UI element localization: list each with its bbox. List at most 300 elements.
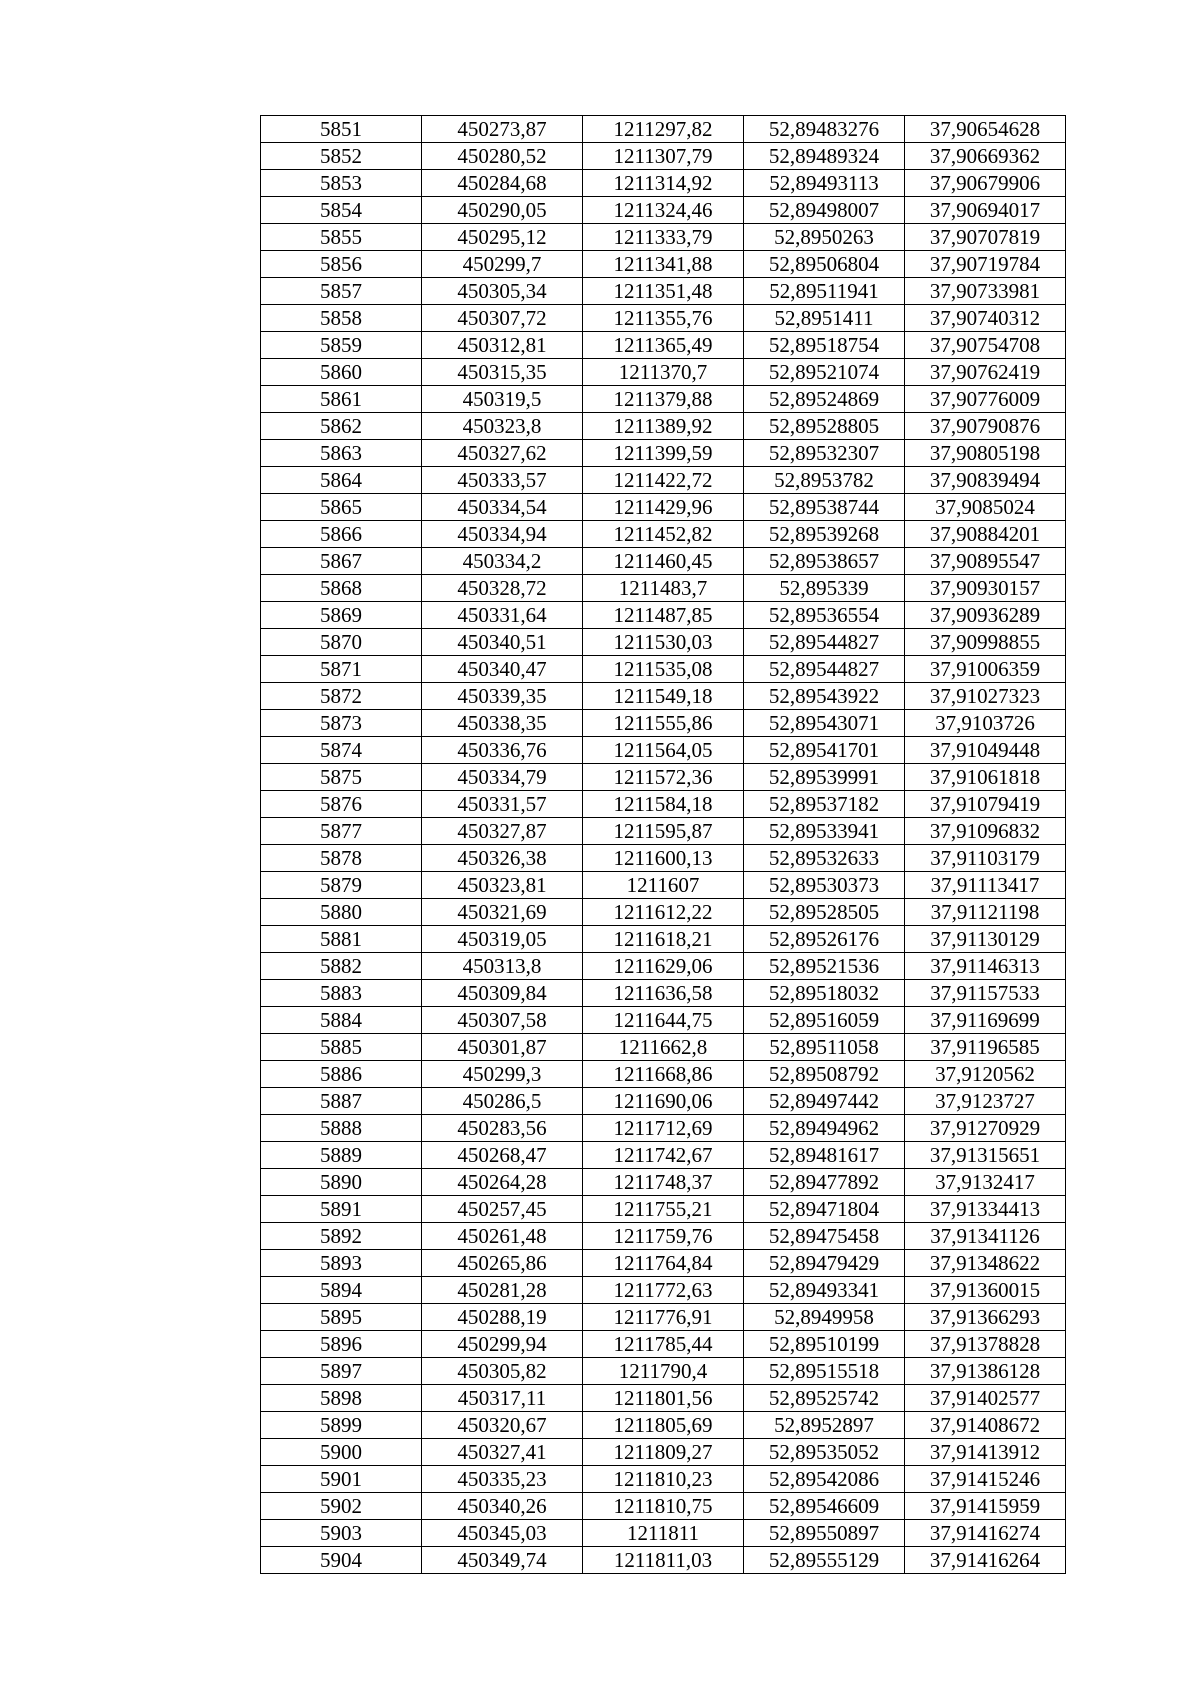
latitude-cell: 52,89475458 xyxy=(744,1223,905,1250)
longitude-cell: 37,91079419 xyxy=(905,791,1066,818)
point-number-cell: 5885 xyxy=(261,1034,422,1061)
x-coordinate-cell: 450315,35 xyxy=(422,359,583,386)
longitude-cell: 37,90669362 xyxy=(905,143,1066,170)
point-number-cell: 5901 xyxy=(261,1466,422,1493)
latitude-cell: 52,89546609 xyxy=(744,1493,905,1520)
x-coordinate-cell: 450331,57 xyxy=(422,791,583,818)
y-coordinate-cell: 1211535,08 xyxy=(583,656,744,683)
latitude-cell: 52,89528505 xyxy=(744,899,905,926)
longitude-cell: 37,9103726 xyxy=(905,710,1066,737)
x-coordinate-cell: 450319,05 xyxy=(422,926,583,953)
x-coordinate-cell: 450280,52 xyxy=(422,143,583,170)
point-number-cell: 5878 xyxy=(261,845,422,872)
table-row xyxy=(261,1061,1066,1088)
table-row xyxy=(261,1304,1066,1331)
longitude-cell: 37,91416274 xyxy=(905,1520,1066,1547)
latitude-cell: 52,89479429 xyxy=(744,1250,905,1277)
y-coordinate-cell: 1211690,06 xyxy=(583,1088,744,1115)
point-number-cell: 5853 xyxy=(261,170,422,197)
table-row xyxy=(261,359,1066,386)
latitude-cell: 52,8953782 xyxy=(744,467,905,494)
x-coordinate-cell: 450281,28 xyxy=(422,1277,583,1304)
point-number-cell: 5870 xyxy=(261,629,422,656)
point-number-cell: 5886 xyxy=(261,1061,422,1088)
latitude-cell: 52,89506804 xyxy=(744,251,905,278)
x-coordinate-cell: 450323,8 xyxy=(422,413,583,440)
x-coordinate-cell: 450305,82 xyxy=(422,1358,583,1385)
point-number-cell: 5860 xyxy=(261,359,422,386)
table-row xyxy=(261,710,1066,737)
y-coordinate-cell: 1211324,46 xyxy=(583,197,744,224)
x-coordinate-cell: 450323,81 xyxy=(422,872,583,899)
latitude-cell: 52,89516059 xyxy=(744,1007,905,1034)
latitude-cell: 52,89555129 xyxy=(744,1547,905,1574)
y-coordinate-cell: 1211460,45 xyxy=(583,548,744,575)
y-coordinate-cell: 1211422,72 xyxy=(583,467,744,494)
y-coordinate-cell: 1211629,06 xyxy=(583,953,744,980)
latitude-cell: 52,89539268 xyxy=(744,521,905,548)
longitude-cell: 37,9120562 xyxy=(905,1061,1066,1088)
point-number-cell: 5883 xyxy=(261,980,422,1007)
table-row xyxy=(261,170,1066,197)
longitude-cell: 37,90776009 xyxy=(905,386,1066,413)
latitude-cell: 52,8952897 xyxy=(744,1412,905,1439)
point-number-cell: 5855 xyxy=(261,224,422,251)
latitude-cell: 52,89535052 xyxy=(744,1439,905,1466)
longitude-cell: 37,91360015 xyxy=(905,1277,1066,1304)
table-row xyxy=(261,1196,1066,1223)
x-coordinate-cell: 450327,41 xyxy=(422,1439,583,1466)
longitude-cell: 37,91413912 xyxy=(905,1439,1066,1466)
x-coordinate-cell: 450290,05 xyxy=(422,197,583,224)
y-coordinate-cell: 1211636,58 xyxy=(583,980,744,1007)
x-coordinate-cell: 450257,45 xyxy=(422,1196,583,1223)
y-coordinate-cell: 1211809,27 xyxy=(583,1439,744,1466)
y-coordinate-cell: 1211742,67 xyxy=(583,1142,744,1169)
longitude-cell: 37,90733981 xyxy=(905,278,1066,305)
table-row xyxy=(261,305,1066,332)
y-coordinate-cell: 1211487,85 xyxy=(583,602,744,629)
point-number-cell: 5864 xyxy=(261,467,422,494)
point-number-cell: 5897 xyxy=(261,1358,422,1385)
y-coordinate-cell: 1211530,03 xyxy=(583,629,744,656)
x-coordinate-cell: 450321,69 xyxy=(422,899,583,926)
y-coordinate-cell: 1211612,22 xyxy=(583,899,744,926)
point-number-cell: 5862 xyxy=(261,413,422,440)
longitude-cell: 37,91408672 xyxy=(905,1412,1066,1439)
y-coordinate-cell: 1211399,59 xyxy=(583,440,744,467)
latitude-cell: 52,89511941 xyxy=(744,278,905,305)
table-row xyxy=(261,143,1066,170)
point-number-cell: 5854 xyxy=(261,197,422,224)
point-number-cell: 5875 xyxy=(261,764,422,791)
x-coordinate-cell: 450301,87 xyxy=(422,1034,583,1061)
point-number-cell: 5852 xyxy=(261,143,422,170)
x-coordinate-cell: 450317,11 xyxy=(422,1385,583,1412)
table-row xyxy=(261,386,1066,413)
table-row xyxy=(261,413,1066,440)
point-number-cell: 5874 xyxy=(261,737,422,764)
y-coordinate-cell: 1211297,82 xyxy=(583,116,744,143)
latitude-cell: 52,89544827 xyxy=(744,629,905,656)
latitude-cell: 52,895339 xyxy=(744,575,905,602)
y-coordinate-cell: 1211572,36 xyxy=(583,764,744,791)
point-number-cell: 5877 xyxy=(261,818,422,845)
table-row xyxy=(261,278,1066,305)
x-coordinate-cell: 450335,23 xyxy=(422,1466,583,1493)
y-coordinate-cell: 1211755,21 xyxy=(583,1196,744,1223)
table-row xyxy=(261,818,1066,845)
y-coordinate-cell: 1211564,05 xyxy=(583,737,744,764)
x-coordinate-cell: 450340,26 xyxy=(422,1493,583,1520)
longitude-cell: 37,91386128 xyxy=(905,1358,1066,1385)
table-row xyxy=(261,1466,1066,1493)
longitude-cell: 37,91378828 xyxy=(905,1331,1066,1358)
x-coordinate-cell: 450261,48 xyxy=(422,1223,583,1250)
table-row xyxy=(261,656,1066,683)
y-coordinate-cell: 1211584,18 xyxy=(583,791,744,818)
table-row xyxy=(261,1412,1066,1439)
y-coordinate-cell: 1211801,56 xyxy=(583,1385,744,1412)
latitude-cell: 52,89489324 xyxy=(744,143,905,170)
longitude-cell: 37,91157533 xyxy=(905,980,1066,1007)
table-row xyxy=(261,602,1066,629)
y-coordinate-cell: 1211483,7 xyxy=(583,575,744,602)
table-row xyxy=(261,845,1066,872)
x-coordinate-cell: 450295,12 xyxy=(422,224,583,251)
y-coordinate-cell: 1211314,92 xyxy=(583,170,744,197)
longitude-cell: 37,91402577 xyxy=(905,1385,1066,1412)
point-number-cell: 5868 xyxy=(261,575,422,602)
longitude-cell: 37,91348622 xyxy=(905,1250,1066,1277)
latitude-cell: 52,89532633 xyxy=(744,845,905,872)
table-row xyxy=(261,683,1066,710)
longitude-cell: 37,90930157 xyxy=(905,575,1066,602)
x-coordinate-cell: 450320,67 xyxy=(422,1412,583,1439)
latitude-cell: 52,89477892 xyxy=(744,1169,905,1196)
latitude-cell: 52,89539991 xyxy=(744,764,905,791)
latitude-cell: 52,89518032 xyxy=(744,980,905,1007)
point-number-cell: 5882 xyxy=(261,953,422,980)
latitude-cell: 52,89510199 xyxy=(744,1331,905,1358)
x-coordinate-cell: 450286,5 xyxy=(422,1088,583,1115)
point-number-cell: 5859 xyxy=(261,332,422,359)
x-coordinate-cell: 450299,7 xyxy=(422,251,583,278)
longitude-cell: 37,91146313 xyxy=(905,953,1066,980)
point-number-cell: 5869 xyxy=(261,602,422,629)
latitude-cell: 52,89533941 xyxy=(744,818,905,845)
point-number-cell: 5904 xyxy=(261,1547,422,1574)
y-coordinate-cell: 1211811 xyxy=(583,1520,744,1547)
y-coordinate-cell: 1211776,91 xyxy=(583,1304,744,1331)
y-coordinate-cell: 1211379,88 xyxy=(583,386,744,413)
table-row xyxy=(261,629,1066,656)
y-coordinate-cell: 1211712,69 xyxy=(583,1115,744,1142)
y-coordinate-cell: 1211351,48 xyxy=(583,278,744,305)
latitude-cell: 52,89508792 xyxy=(744,1061,905,1088)
table-row xyxy=(261,467,1066,494)
point-number-cell: 5896 xyxy=(261,1331,422,1358)
latitude-cell: 52,8949958 xyxy=(744,1304,905,1331)
point-number-cell: 5858 xyxy=(261,305,422,332)
longitude-cell: 37,90895547 xyxy=(905,548,1066,575)
longitude-cell: 37,90754708 xyxy=(905,332,1066,359)
x-coordinate-cell: 450334,2 xyxy=(422,548,583,575)
latitude-cell: 52,89524869 xyxy=(744,386,905,413)
point-number-cell: 5899 xyxy=(261,1412,422,1439)
point-number-cell: 5902 xyxy=(261,1493,422,1520)
longitude-cell: 37,91196585 xyxy=(905,1034,1066,1061)
table-row xyxy=(261,1520,1066,1547)
point-number-cell: 5893 xyxy=(261,1250,422,1277)
table-row xyxy=(261,224,1066,251)
table-row xyxy=(261,1115,1066,1142)
table-row xyxy=(261,116,1066,143)
latitude-cell: 52,89538744 xyxy=(744,494,905,521)
longitude-cell: 37,91416264 xyxy=(905,1547,1066,1574)
x-coordinate-cell: 450307,72 xyxy=(422,305,583,332)
x-coordinate-cell: 450284,68 xyxy=(422,170,583,197)
x-coordinate-cell: 450336,76 xyxy=(422,737,583,764)
y-coordinate-cell: 1211810,23 xyxy=(583,1466,744,1493)
x-coordinate-cell: 450334,79 xyxy=(422,764,583,791)
table-row xyxy=(261,1169,1066,1196)
table-row xyxy=(261,521,1066,548)
latitude-cell: 52,89543071 xyxy=(744,710,905,737)
x-coordinate-cell: 450327,62 xyxy=(422,440,583,467)
x-coordinate-cell: 450333,57 xyxy=(422,467,583,494)
longitude-cell: 37,91270929 xyxy=(905,1115,1066,1142)
y-coordinate-cell: 1211389,92 xyxy=(583,413,744,440)
x-coordinate-cell: 450334,94 xyxy=(422,521,583,548)
y-coordinate-cell: 1211607 xyxy=(583,872,744,899)
y-coordinate-cell: 1211662,8 xyxy=(583,1034,744,1061)
longitude-cell: 37,91415246 xyxy=(905,1466,1066,1493)
table-row xyxy=(261,440,1066,467)
coordinates-table xyxy=(260,115,1066,1574)
table-row xyxy=(261,1007,1066,1034)
point-number-cell: 5863 xyxy=(261,440,422,467)
x-coordinate-cell: 450264,28 xyxy=(422,1169,583,1196)
longitude-cell: 37,9085024 xyxy=(905,494,1066,521)
latitude-cell: 52,89493113 xyxy=(744,170,905,197)
point-number-cell: 5889 xyxy=(261,1142,422,1169)
longitude-cell: 37,91121198 xyxy=(905,899,1066,926)
table-row xyxy=(261,1331,1066,1358)
point-number-cell: 5867 xyxy=(261,548,422,575)
point-number-cell: 5903 xyxy=(261,1520,422,1547)
table-row xyxy=(261,548,1066,575)
longitude-cell: 37,90936289 xyxy=(905,602,1066,629)
point-number-cell: 5887 xyxy=(261,1088,422,1115)
point-number-cell: 5861 xyxy=(261,386,422,413)
y-coordinate-cell: 1211355,76 xyxy=(583,305,744,332)
table-row xyxy=(261,899,1066,926)
longitude-cell: 37,91049448 xyxy=(905,737,1066,764)
table-row xyxy=(261,332,1066,359)
point-number-cell: 5894 xyxy=(261,1277,422,1304)
latitude-cell: 52,89494962 xyxy=(744,1115,905,1142)
y-coordinate-cell: 1211370,7 xyxy=(583,359,744,386)
x-coordinate-cell: 450340,47 xyxy=(422,656,583,683)
latitude-cell: 52,8951411 xyxy=(744,305,905,332)
latitude-cell: 52,89493341 xyxy=(744,1277,905,1304)
longitude-cell: 37,90884201 xyxy=(905,521,1066,548)
x-coordinate-cell: 450305,34 xyxy=(422,278,583,305)
point-number-cell: 5888 xyxy=(261,1115,422,1142)
longitude-cell: 37,90839494 xyxy=(905,467,1066,494)
y-coordinate-cell: 1211810,75 xyxy=(583,1493,744,1520)
table-row xyxy=(261,926,1066,953)
x-coordinate-cell: 450312,81 xyxy=(422,332,583,359)
longitude-cell: 37,91096832 xyxy=(905,818,1066,845)
longitude-cell: 37,90740312 xyxy=(905,305,1066,332)
x-coordinate-cell: 450309,84 xyxy=(422,980,583,1007)
latitude-cell: 52,89521536 xyxy=(744,953,905,980)
longitude-cell: 37,90998855 xyxy=(905,629,1066,656)
latitude-cell: 52,89481617 xyxy=(744,1142,905,1169)
longitude-cell: 37,9132417 xyxy=(905,1169,1066,1196)
latitude-cell: 52,89483276 xyxy=(744,116,905,143)
y-coordinate-cell: 1211759,76 xyxy=(583,1223,744,1250)
y-coordinate-cell: 1211790,4 xyxy=(583,1358,744,1385)
table-row xyxy=(261,1223,1066,1250)
x-coordinate-cell: 450307,58 xyxy=(422,1007,583,1034)
x-coordinate-cell: 450334,54 xyxy=(422,494,583,521)
x-coordinate-cell: 450349,74 xyxy=(422,1547,583,1574)
latitude-cell: 52,89528805 xyxy=(744,413,905,440)
point-number-cell: 5892 xyxy=(261,1223,422,1250)
longitude-cell: 37,91169699 xyxy=(905,1007,1066,1034)
longitude-cell: 37,91415959 xyxy=(905,1493,1066,1520)
latitude-cell: 52,89521074 xyxy=(744,359,905,386)
table-row xyxy=(261,575,1066,602)
y-coordinate-cell: 1211764,84 xyxy=(583,1250,744,1277)
latitude-cell: 52,89544827 xyxy=(744,656,905,683)
table-row xyxy=(261,1493,1066,1520)
longitude-cell: 37,90679906 xyxy=(905,170,1066,197)
table-row xyxy=(261,764,1066,791)
y-coordinate-cell: 1211333,79 xyxy=(583,224,744,251)
x-coordinate-cell: 450299,3 xyxy=(422,1061,583,1088)
y-coordinate-cell: 1211748,37 xyxy=(583,1169,744,1196)
point-number-cell: 5884 xyxy=(261,1007,422,1034)
longitude-cell: 37,90654628 xyxy=(905,116,1066,143)
point-number-cell: 5890 xyxy=(261,1169,422,1196)
y-coordinate-cell: 1211341,88 xyxy=(583,251,744,278)
point-number-cell: 5876 xyxy=(261,791,422,818)
y-coordinate-cell: 1211805,69 xyxy=(583,1412,744,1439)
table-row xyxy=(261,737,1066,764)
latitude-cell: 52,89550897 xyxy=(744,1520,905,1547)
longitude-cell: 37,9123727 xyxy=(905,1088,1066,1115)
x-coordinate-cell: 450340,51 xyxy=(422,629,583,656)
x-coordinate-cell: 450326,38 xyxy=(422,845,583,872)
coordinates-table-body xyxy=(261,116,1066,1574)
x-coordinate-cell: 450327,87 xyxy=(422,818,583,845)
y-coordinate-cell: 1211618,21 xyxy=(583,926,744,953)
x-coordinate-cell: 450273,87 xyxy=(422,116,583,143)
x-coordinate-cell: 450345,03 xyxy=(422,1520,583,1547)
latitude-cell: 52,89530373 xyxy=(744,872,905,899)
x-coordinate-cell: 450328,72 xyxy=(422,575,583,602)
latitude-cell: 52,89536554 xyxy=(744,602,905,629)
point-number-cell: 5881 xyxy=(261,926,422,953)
y-coordinate-cell: 1211452,82 xyxy=(583,521,744,548)
table-row xyxy=(261,980,1066,1007)
longitude-cell: 37,90707819 xyxy=(905,224,1066,251)
longitude-cell: 37,90719784 xyxy=(905,251,1066,278)
table-row xyxy=(261,1439,1066,1466)
latitude-cell: 52,89526176 xyxy=(744,926,905,953)
longitude-cell: 37,91103179 xyxy=(905,845,1066,872)
table-row xyxy=(261,872,1066,899)
x-coordinate-cell: 450338,35 xyxy=(422,710,583,737)
latitude-cell: 52,89525742 xyxy=(744,1385,905,1412)
longitude-cell: 37,91130129 xyxy=(905,926,1066,953)
y-coordinate-cell: 1211429,96 xyxy=(583,494,744,521)
longitude-cell: 37,91315651 xyxy=(905,1142,1066,1169)
x-coordinate-cell: 450288,19 xyxy=(422,1304,583,1331)
y-coordinate-cell: 1211600,13 xyxy=(583,845,744,872)
y-coordinate-cell: 1211549,18 xyxy=(583,683,744,710)
point-number-cell: 5879 xyxy=(261,872,422,899)
point-number-cell: 5871 xyxy=(261,656,422,683)
point-number-cell: 5872 xyxy=(261,683,422,710)
table-row xyxy=(261,197,1066,224)
x-coordinate-cell: 450283,56 xyxy=(422,1115,583,1142)
latitude-cell: 52,89498007 xyxy=(744,197,905,224)
table-row xyxy=(261,1034,1066,1061)
longitude-cell: 37,91027323 xyxy=(905,683,1066,710)
y-coordinate-cell: 1211668,86 xyxy=(583,1061,744,1088)
x-coordinate-cell: 450268,47 xyxy=(422,1142,583,1169)
table-row xyxy=(261,1250,1066,1277)
latitude-cell: 52,89532307 xyxy=(744,440,905,467)
y-coordinate-cell: 1211644,75 xyxy=(583,1007,744,1034)
x-coordinate-cell: 450339,35 xyxy=(422,683,583,710)
longitude-cell: 37,91366293 xyxy=(905,1304,1066,1331)
longitude-cell: 37,91061818 xyxy=(905,764,1066,791)
y-coordinate-cell: 1211307,79 xyxy=(583,143,744,170)
table-row xyxy=(261,953,1066,980)
point-number-cell: 5857 xyxy=(261,278,422,305)
longitude-cell: 37,90694017 xyxy=(905,197,1066,224)
table-row xyxy=(261,1277,1066,1304)
latitude-cell: 52,89515518 xyxy=(744,1358,905,1385)
point-number-cell: 5895 xyxy=(261,1304,422,1331)
point-number-cell: 5900 xyxy=(261,1439,422,1466)
latitude-cell: 52,89518754 xyxy=(744,332,905,359)
point-number-cell: 5851 xyxy=(261,116,422,143)
table-row xyxy=(261,791,1066,818)
latitude-cell: 52,89538657 xyxy=(744,548,905,575)
y-coordinate-cell: 1211555,86 xyxy=(583,710,744,737)
point-number-cell: 5856 xyxy=(261,251,422,278)
x-coordinate-cell: 450265,86 xyxy=(422,1250,583,1277)
longitude-cell: 37,91341126 xyxy=(905,1223,1066,1250)
latitude-cell: 52,8950263 xyxy=(744,224,905,251)
latitude-cell: 52,89497442 xyxy=(744,1088,905,1115)
point-number-cell: 5891 xyxy=(261,1196,422,1223)
latitude-cell: 52,89537182 xyxy=(744,791,905,818)
x-coordinate-cell: 450313,8 xyxy=(422,953,583,980)
longitude-cell: 37,91113417 xyxy=(905,872,1066,899)
table-row xyxy=(261,1385,1066,1412)
longitude-cell: 37,90805198 xyxy=(905,440,1066,467)
longitude-cell: 37,91006359 xyxy=(905,656,1066,683)
x-coordinate-cell: 450299,94 xyxy=(422,1331,583,1358)
